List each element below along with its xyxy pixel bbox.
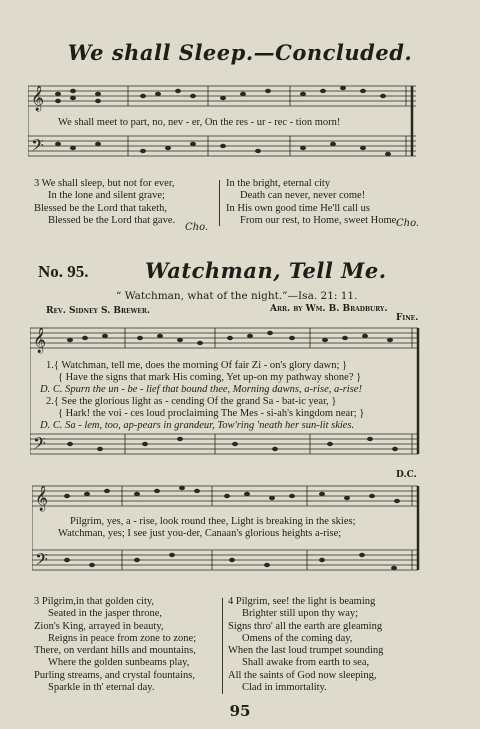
verse-line: Brighter still upon thy way; xyxy=(242,608,359,620)
verse-line: Blessed be the Lord that gave. xyxy=(48,214,176,226)
song1-verse3-left xyxy=(34,178,175,227)
verse-line: Sparkle in th' eternal day. xyxy=(48,682,155,694)
verse-line: From our rest, to Home, sweet Home. xyxy=(240,214,399,226)
song2-chorus-line1: Pilgrim, yes, a - rise, look round thee, Light is breaking in the skies; xyxy=(70,516,356,527)
page-number: 95 xyxy=(229,702,251,720)
song2-dc-line1: D. C. Spurn the un - be - lief that bound thee, Morning dawns, a-rise, a-rise! xyxy=(40,384,362,395)
verse-line: Signs thro' all the earth are gleaming xyxy=(228,620,383,632)
fine-mark: Fine. xyxy=(396,313,419,323)
song1-lyric-line: We shall meet to part, no, nev - er, On the res - ur - rec - tion morn! xyxy=(58,117,341,128)
arranger: Arr. by Wm. B. Bradbury. xyxy=(270,304,388,314)
verse-line: Zion's King, arrayed in beauty, xyxy=(34,620,164,632)
song1-title: We shall Sleep.—Concluded. xyxy=(67,40,413,65)
verse-line: Blessed be the Lord that taketh, xyxy=(34,202,167,214)
verse-line: 3 Pilgrim,in that golden city, xyxy=(34,596,155,607)
song2-verse1-line2: { Have the signs that mark His coming, Yet up-on my pathway shone? } xyxy=(58,372,362,383)
svg-text:𝄞: 𝄞 xyxy=(33,328,47,353)
verse-line: When the last loud trumpet sounding xyxy=(228,645,384,657)
verse-line: In His own good time He'll call us xyxy=(226,202,370,214)
author: Rev. Sidney S. Brewer. xyxy=(46,306,151,316)
song1-cho-right: Cho. xyxy=(396,218,420,229)
svg-text:𝄢: 𝄢 xyxy=(35,549,48,573)
song1-verse3-right xyxy=(226,178,399,227)
verse-line: All the saints of God now sleeping, xyxy=(228,669,377,681)
verse-line: Where the golden sunbeams play, xyxy=(48,657,190,669)
song2-verse3 xyxy=(34,596,196,694)
verse-line: Clad in immortality. xyxy=(242,682,327,694)
verse-line: Shall awake from earth to sea, xyxy=(242,657,370,669)
song2-verse2-line1: 2.{ See the glorious light as - cending Of the grand Sa - bat-ic year, } xyxy=(46,396,337,407)
svg-text:𝄞: 𝄞 xyxy=(35,486,49,511)
svg-text:𝄢: 𝄢 xyxy=(33,433,46,457)
verse-line: 4 Pilgrim, see! the light is beaming xyxy=(228,596,376,607)
verse-line: There, on verdant hills and mountains, xyxy=(34,645,196,657)
song2-title: Watchman, Tell Me. xyxy=(145,258,387,283)
song-number: No. 95. xyxy=(38,262,89,281)
verse-line: Reigns in peace from zone to zone; xyxy=(48,632,197,644)
verse-line: Omens of the coming day, xyxy=(242,632,353,644)
verse-line: Seated in the jasper throne, xyxy=(48,608,163,620)
verse-line: In the bright, eternal city xyxy=(226,178,331,189)
song1-cho-left: Cho. xyxy=(185,222,209,233)
svg-text:𝄢: 𝄢 xyxy=(31,135,44,159)
song2-verse4 xyxy=(228,596,383,694)
song2-verse2-line2: { Hark! the voi - ces loud proclaiming The Mes - si-ah's kingdom near; } xyxy=(58,408,365,419)
dc-mark: D.C. xyxy=(396,470,417,480)
song2-dc-line2: D. C. Sa - lem, too, ap-pears in grandeur, Tow'ring 'neath her sun-lit skies. xyxy=(40,420,355,431)
epigraph: “ Watchman, what of the night.”—Isa. 21: 11. xyxy=(116,290,358,302)
svg-text:𝄞: 𝄞 xyxy=(31,86,45,111)
song2-verse1-line1: 1.{ Watchman, tell me, does the morning Of fair Zi - on's glory dawn; } xyxy=(46,360,348,371)
verse-line: Purling streams, and crystal fountains, xyxy=(34,669,195,681)
verse-line: 3 We shall sleep, but not for ever, xyxy=(34,178,175,189)
verse-line: In the lone and silent grave; xyxy=(48,190,165,202)
verse-line: Death can never, never come! xyxy=(240,190,366,202)
song2-chorus-line2: Watchman, yes; I see just you-der, Canaan's glorious heights a-rise; xyxy=(58,528,342,539)
verse-divider xyxy=(219,180,220,226)
verse-divider xyxy=(222,598,223,694)
